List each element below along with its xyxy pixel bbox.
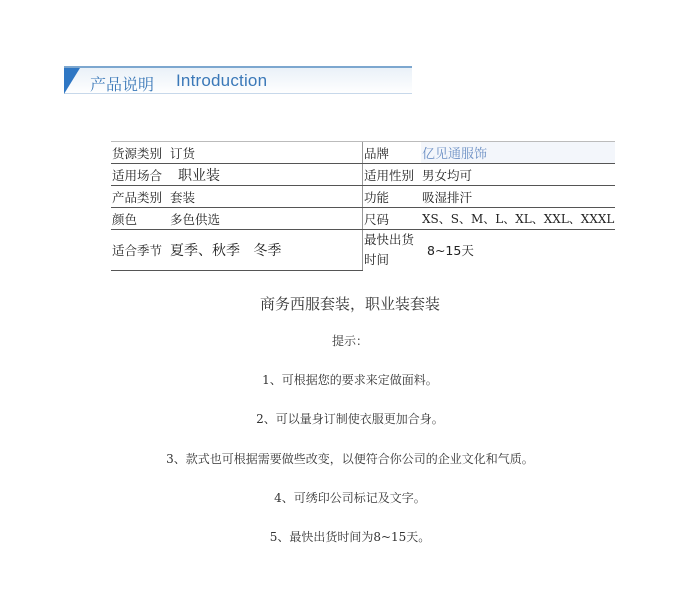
spec-key: 适合季节	[111, 230, 169, 271]
spec-row	[111, 208, 615, 230]
brand-value: 亿见通服饰	[421, 142, 615, 164]
spec-key: 货源类别	[111, 142, 169, 164]
spec-key: 适用性别	[363, 164, 422, 186]
product-spec-table	[111, 141, 615, 271]
spec-key: 颜色	[111, 208, 169, 230]
size-value: XS、S、M、L、XL、XXL、XXXL	[421, 208, 615, 230]
spec-key: 适用场合	[111, 164, 169, 186]
spec-key: 品牌	[363, 142, 422, 164]
spec-row	[111, 230, 615, 271]
spec-value: 8~15天	[427, 243, 474, 259]
tip-item: 4、可绣印公司标记及文字。	[274, 491, 426, 505]
spec-key: 功能	[363, 186, 422, 208]
tip-item: 5、最快出货时间为8~15天。	[269, 530, 431, 544]
section-title-en: Introduction	[176, 71, 268, 90]
product-title: 商务西服套装，职业装套装	[259, 295, 440, 313]
spec-row	[111, 164, 615, 186]
hint-label: 提示：	[331, 334, 368, 348]
tip-item: 1、可根据您的要求来定做面料。	[262, 373, 438, 387]
spec-row	[111, 186, 615, 208]
tip-item: 3、款式也可根据需要做些改变，以便符合你公司的企业文化和气质。	[166, 452, 534, 466]
spec-value: 男女均可	[421, 164, 615, 186]
spec-value: 吸湿排汗	[421, 186, 615, 208]
spec-row	[111, 142, 615, 164]
spec-key: 最快出货时间	[363, 230, 422, 271]
tip-item: 2、可以量身订制使衣服更加合身。	[256, 412, 444, 426]
spec-key: 产品类别	[111, 186, 169, 208]
spec-key: 尺码	[363, 208, 422, 230]
spec-value: 套装	[169, 186, 363, 208]
section-header	[64, 66, 412, 96]
spec-value: 职业装	[169, 164, 363, 186]
section-title-zh: 产品说明	[90, 75, 155, 94]
header-corner-icon	[64, 68, 80, 94]
spec-value: 订货	[169, 142, 363, 164]
spec-value: 多色供选	[169, 208, 363, 230]
spec-value: 夏季、秋季 冬季	[169, 230, 363, 271]
